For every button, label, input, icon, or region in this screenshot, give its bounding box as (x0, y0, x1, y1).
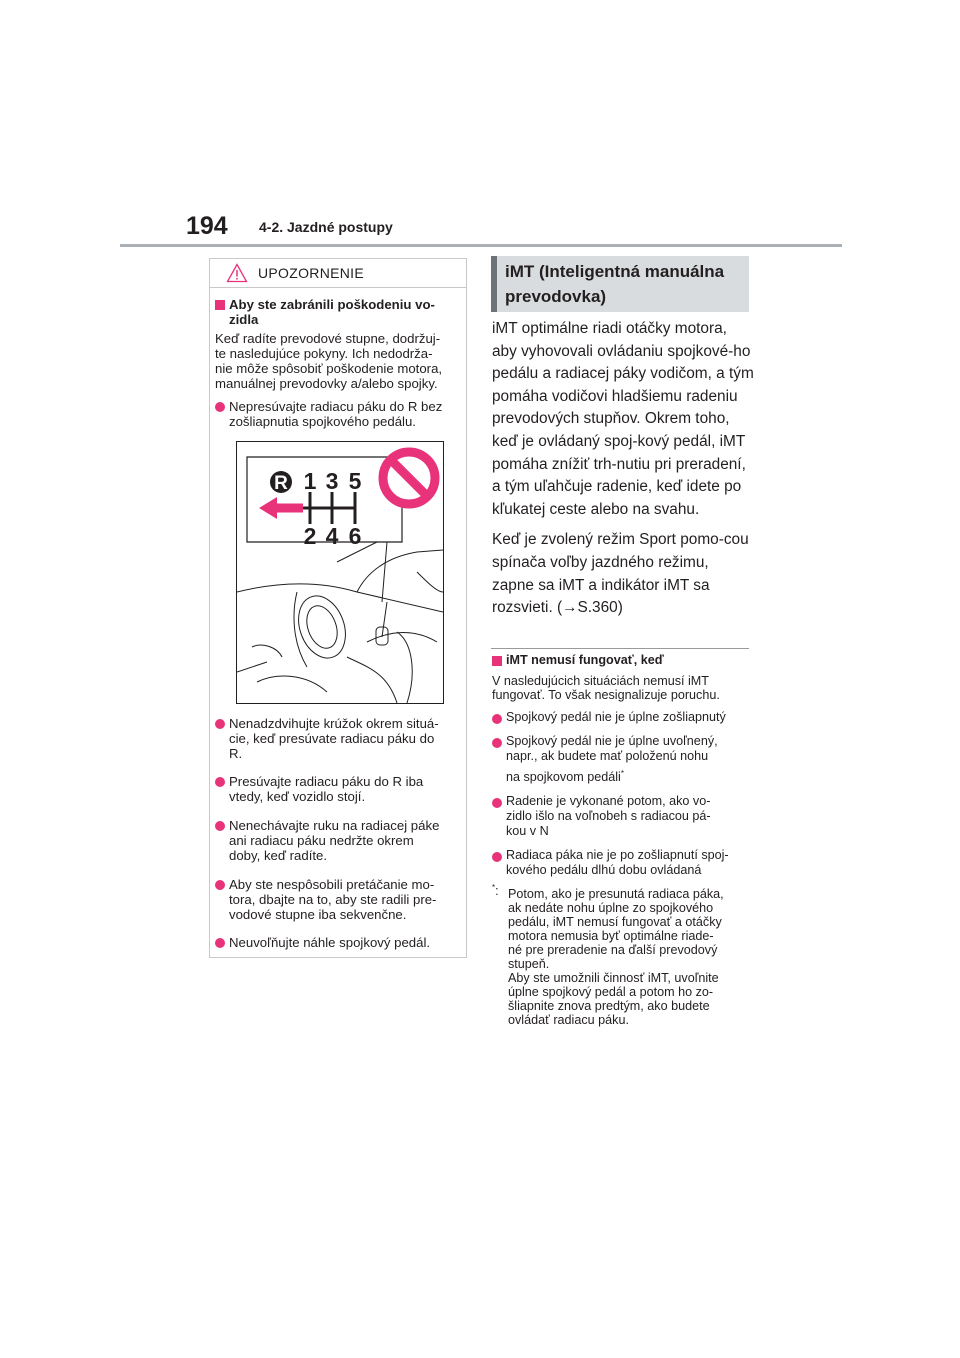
header-accent-bar (491, 256, 497, 312)
sub-intro-line: fungovať. To však nesignalizuje poruchu. (492, 688, 720, 702)
caution-item-line: Nenadzdvihujte krúžok okrem situá- (229, 716, 439, 731)
bullet-icon (492, 852, 502, 862)
footnote-colon: : (495, 884, 499, 898)
gear-label-5: 5 (348, 468, 362, 494)
caution-heading-line: zidla (229, 312, 259, 327)
bullet-icon (492, 714, 502, 724)
list-item-line: Radiaca páka nie je po zošliapnutí spoj- (506, 848, 729, 862)
footnote-line: motora nemusia byť optimálne riade- (508, 929, 714, 943)
list-item-text: na spojkovom pedáli (506, 770, 621, 784)
caution-title: UPOZORNENIE (258, 265, 364, 281)
caution-intro-line: nie môže spôsobiť poškodenie motora, (215, 361, 443, 376)
caution-intro-line: Keď radíte prevodové stupne, dodržuj- (215, 331, 441, 346)
footnote-line: stupeň. (508, 957, 550, 971)
footnote-line: ovládať radiacu páku. (508, 1013, 629, 1027)
square-bullet-icon (492, 656, 502, 666)
prohibition-icon (383, 452, 435, 504)
caution-box (209, 258, 467, 958)
bullet-icon (492, 738, 502, 748)
sub-intro-line: V nasledujúcich situáciách nemusí iMT (492, 674, 709, 688)
square-bullet-icon (215, 300, 225, 310)
bullet-icon (215, 880, 225, 890)
list-item-line (506, 768, 624, 784)
gear-label-3: 3 (325, 468, 339, 494)
list-item-line: zidlo išlo na voľnobeh s radiacou pá- (506, 809, 711, 823)
bullet-icon (215, 402, 225, 412)
caution-item-line: Aby ste nespôsobili pretáčanie mo- (229, 877, 435, 892)
bullet-icon (215, 821, 225, 831)
caution-item-line: Nepresúvajte radiacu páku do R bez (229, 399, 443, 414)
warning-triangle-icon (226, 263, 248, 283)
bullet-icon (492, 798, 502, 808)
section-title: 4-2. Jazdné postupy (259, 219, 393, 235)
imt-paragraph: Keď je zvolený režim Sport pomo-cou spínača voľby jazdného režimu, zapne sa iMT a indikátor iMT sa rozsvieti. (→S.360) (492, 531, 749, 617)
gearshift-drawing (237, 442, 443, 703)
caution-intro-line: manuálnej prevodovky a/alebo spojky. (215, 376, 438, 391)
footnote-line: pedálu, iMT nemusí fungovať a otáčky (508, 915, 722, 929)
header-rule (120, 244, 842, 247)
caution-item-line: cie, keď presúvate radiacu páku do (229, 731, 435, 746)
footnote-line: Potom, ako je presunutá radiaca páka, (508, 887, 724, 901)
caution-item-line: tora, dbajte na to, aby ste radili pre- (229, 892, 437, 907)
caution-item-line: doby, keď radíte. (229, 848, 328, 863)
list-item-line: napr., ak budete mať položenú nohu (506, 749, 709, 763)
imt-title: iMT (Inteligentná manuálna prevodovka) (505, 262, 725, 306)
list-item-line: kového pedálu dlhú dobu ovládaná (506, 863, 702, 877)
footnote-line: šliapnite znova predtým, ako budete (508, 999, 710, 1013)
caution-item-line: R. (229, 746, 243, 761)
imt-body (492, 318, 754, 628)
gear-label-4: 4 (325, 523, 339, 549)
gearshift-illustration (236, 441, 444, 704)
caution-heading-line: Aby ste zabránili poškodeniu vo- (229, 297, 435, 312)
gear-label-2: 2 (303, 523, 317, 549)
caution-item-line: ani radiacu páku nedržte okrem (229, 833, 414, 848)
list-item-line: Radenie je vykonané potom, ako vo- (506, 794, 711, 808)
caution-item-line: vtedy, keď vozidlo stojí. (229, 789, 366, 804)
footnote-marker: * (620, 768, 624, 778)
imt-paragraph: iMT optimálne riadi otáčky motora, aby vyhovovali ovládaniu spojkové-ho pedálu a radiacej páky vodičom, a tým pomáha vodičovi hladšiemu radeniu prevodových stupňov. Okrem toho, keď je ovládaný spoj-kový pedál, iMT pomáha znížiť trh-nutiu pri preradení, a tým uľahčuje radenie, keď idete po kľukatej ceste alebo na svahu. (492, 320, 754, 518)
bullet-icon (215, 938, 225, 948)
bullet-icon (215, 719, 225, 729)
list-item-line: Spojkový pedál nie je úplne zošliapnutý (506, 710, 726, 724)
list-item-line: kou v N (506, 824, 549, 838)
gear-label-r: R (274, 473, 288, 494)
caution-item-line: vodové stupne iba sekvenčne. (229, 907, 407, 922)
footnote-line: Aby ste umožnili činnosť iMT, uvoľnite (508, 971, 719, 985)
footnote-marker: * (492, 882, 496, 892)
caution-item-line: Nenechávajte ruku na radiacej páke (229, 818, 440, 833)
footnote-line: ak nedáte nohu úplne zo spojkového (508, 901, 714, 915)
gear-label-1: 1 (303, 468, 317, 494)
caution-intro-line: te nasledujúce pokyny. Ich nedodrža- (215, 346, 433, 361)
footnote-line: úplne spojkový pedál a potom ho zo- (508, 985, 714, 999)
sub-heading: iMT nemusí fungovať, keď (506, 653, 664, 667)
caution-header (210, 259, 466, 288)
bullet-icon (215, 777, 225, 787)
footnote-line: né pre preradenie na ďalší prevodový (508, 943, 718, 957)
imt-section-header (491, 256, 749, 312)
gear-label-6: 6 (348, 523, 362, 549)
list-item-line: Spojkový pedál nie je úplne uvoľnený, (506, 734, 718, 748)
sub-section-rule (491, 648, 749, 649)
caution-item-line: zošliapnutia spojkového pedálu. (229, 414, 416, 429)
caution-item-line: Neuvoľňujte náhle spojkový pedál. (229, 935, 431, 950)
caution-item-line: Presúvajte radiacu páku do R iba (229, 774, 424, 789)
page-number: 194 (186, 212, 228, 240)
footnote-marker-line (492, 882, 499, 898)
